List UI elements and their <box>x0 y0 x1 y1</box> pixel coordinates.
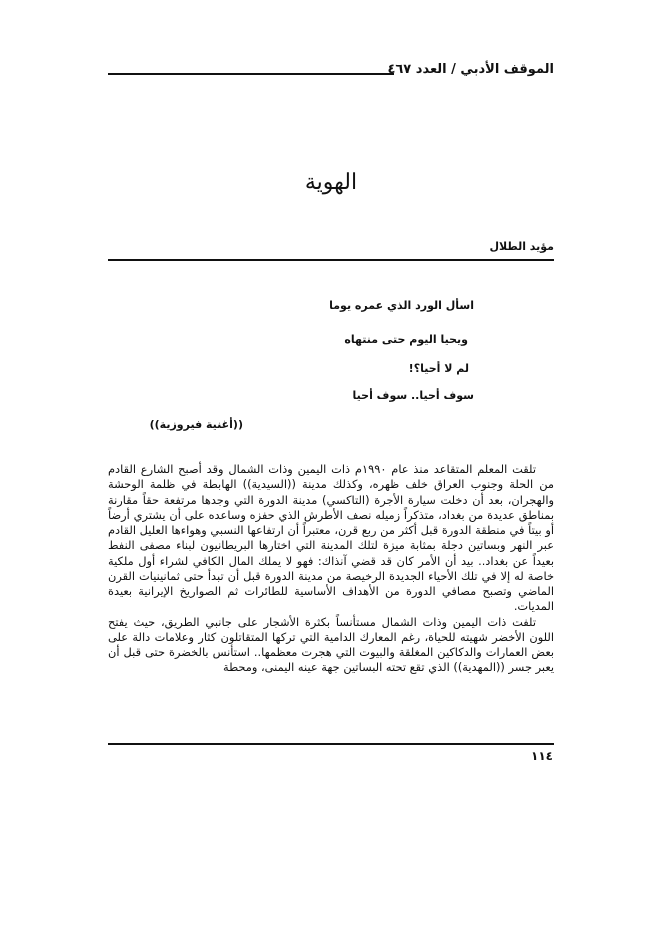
body-paragraph-1: تلقت المعلم المتقاعد منذ عام ١٩٩٠م ذات اليمين وذات الشمال وقد أصبح الشارع القادم من الحلة وجنوب العراق خلف ظهره، وكذلك مدينة ((السيدية)) الهابطة في ظلمة الوحشة والهجران، بعد أن دخلت سيارة الأجرة (التاكسي) مدينة الدورة التي وجدها مرتفعة حقاً مقارنة بمناطق عديدة من بغداد، متذكراً زميله نصف الأطرش الذي حفزه وساعده على أن يشتري أرضاً أو بيتاً في منطقة الدورة قبل أكثر من ربع قرن، معتبراً أن ارتفاعها النسبي وهواءها العليل القادم عبر النهر وبساتين دجلة بمثابة ميزة لتلك المدينة التي اختارها البريطانيون لبناء مصفى النفط بعيداً عن بغداد.. بيد أن الأمر كان قد قضي آنذاك: فهو لا يملك المال الكافي لشراء أول ملكية خاصة له إلا في تلك الأحياء الجديدة الرخيصة من مدينة الدورة قبل أن تبدأ حتى ثمانينيات القرن الماضي وتصبح مصافي الدورة من الأهداف الأساسية للطائرات ثم الصواريخ الإيرانية بعيدة المديات. <box>108 462 554 614</box>
poem-line-3: لم لا أحيا؟! <box>408 362 469 375</box>
header-rule <box>108 73 394 75</box>
article-title: الهوية <box>304 170 358 195</box>
poem-line-1: اسأل الورد الذي عمره يوما <box>329 299 474 312</box>
author-name: مؤيد الطلال <box>489 240 554 253</box>
page-number: ١١٤ <box>531 749 553 763</box>
running-header <box>108 62 554 84</box>
poem-line-4: سوف أحيا.. سوف أحيا <box>352 389 474 402</box>
author-rule <box>108 259 554 261</box>
journal-issue-title: الموقف الأدبي / العدد ٤٦٧ <box>387 62 554 77</box>
poem-line-2: ويحيا اليوم حتى منتهاه <box>344 333 468 346</box>
poem-attribution: ((أغنية فيروزية)) <box>149 418 243 431</box>
article-body <box>108 462 554 676</box>
footer-rule <box>108 743 554 745</box>
body-paragraph-2: تلفت ذات اليمين وذات الشمال مستأنساً بكثرة الأشجار على جانبي الطريق، حيث يفتح اللون الأخضر شهيته للحياة، رغم المعارك الدامية التي تركها المتقاتلون كثار وعلامات دالة على بعض العمارات والدكاكين المغلقة والبيوت التي هجرت معظمها.. استأنس بالخضرة حتى قبل أن يعبر جسر ((المهدية)) الذي تقع تحته البساتين جهة عينه اليمنى، ومحطة <box>108 614 554 675</box>
